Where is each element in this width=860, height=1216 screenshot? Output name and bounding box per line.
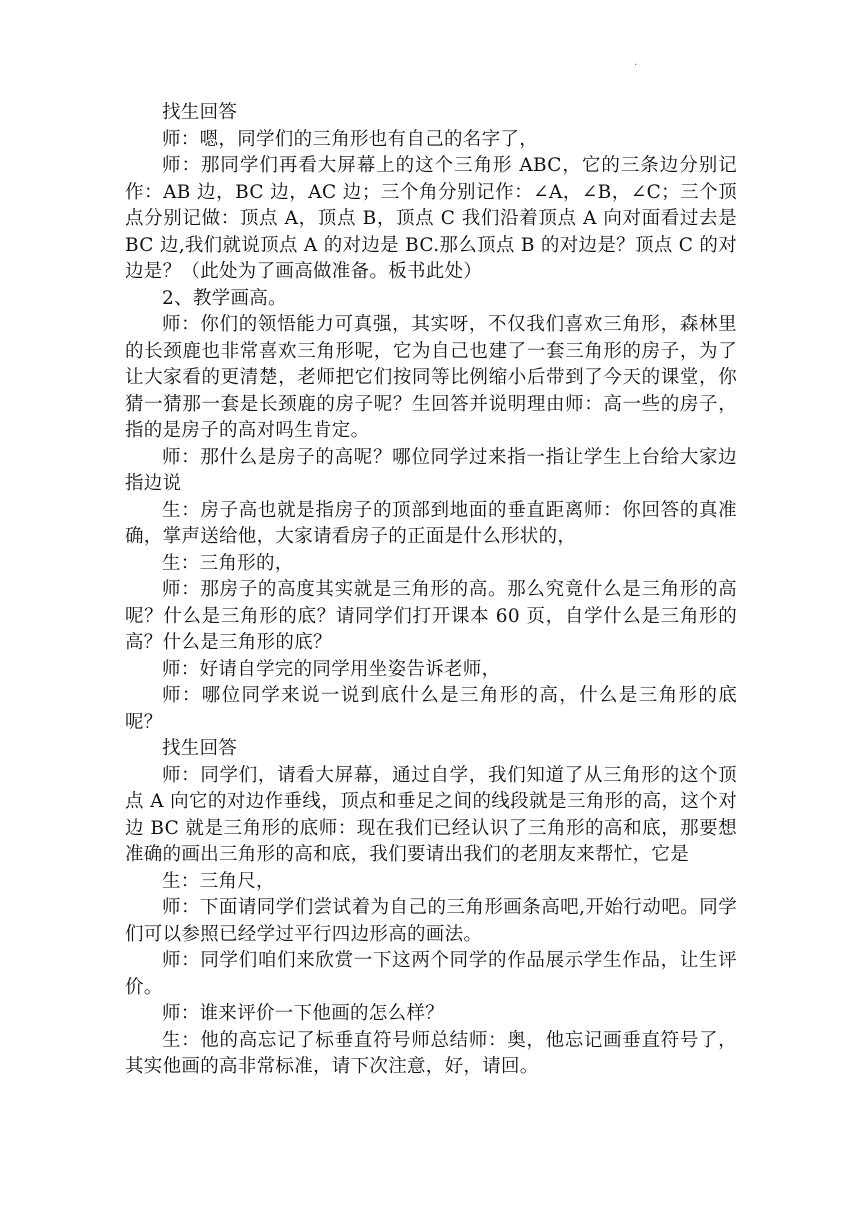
paragraph-sitting-posture: 师：好请自学完的同学用坐姿告诉老师， <box>162 658 501 680</box>
paragraph-giraffe-house: 师：你们的领悟能力可真强，其实呀，不仅我们喜欢三角形，森林里的长颈鹿也非常喜欢三角形呢，它为自己也建了一套三角形的房子，为了让大家看的更清楚，老师把它们按同等比例缩小后带到了今天的课堂，你猜一猜那一套是长颈鹿的房子呢？生回答并说明理由师：高一些的房子，指的是房子的高对吗生肯定。 <box>125 314 737 441</box>
paragraph-student-house-height: 生：房子高也就是指房子的顶部到地面的垂直距离师：你回答的真准确，掌声送给他，大家请看房子的正面是什么形状的， <box>125 499 737 547</box>
paragraph-height-definition: 师：同学们，请看大屏幕，通过自学，我们知道了从三角形的这个顶点 A 向它的对边作垂线，顶点和垂足之间的线段就是三角形的高，这个对边 BC 就是三角形的底师：现在我们已经认识了三角形的高和底，那要想准确的画出三角形的高和底，我们要请出我们的老朋友来帮忙，它是 <box>125 764 737 865</box>
paragraph-find-student-answer-2: 找生回答 <box>162 738 238 759</box>
paragraph-who-explains: 师：哪位同学来说一说到底什么是三角形的高，什么是三角形的底呢？ <box>125 685 737 733</box>
paragraph-find-student-answer: 找生回答 <box>162 102 238 123</box>
document-body <box>125 100 737 1081</box>
paragraph-student-evaluation: 生：他的高忘记了标垂直符号师总结师：奥，他忘记画垂直符号了，其实他画的高非常标准，请下次注意，好，请回。 <box>125 1029 737 1077</box>
paragraph-who-evaluates: 师：谁来评价一下他画的怎么样？ <box>162 1003 445 1024</box>
paragraph-student-triangle: 生：三角形的， <box>162 552 294 574</box>
paragraph-triangle-height-textbook: 师：那房子的高度其实就是三角形的高。那么究竟什么是三角形的高呢？什么是三角形的底？请同学们打开课本 60 页，自学什么是三角形的高？什么是三角形的底？ <box>125 579 737 653</box>
section-heading-teaching-height: 2、教学画高。 <box>162 287 287 309</box>
paragraph-try-draw-height: 师：下面请同学们尝试着为自己的三角形画条高吧,开始行动吧。同学们可以参照已经学过平行四边形高的画法。 <box>125 897 737 945</box>
paragraph-show-works: 师：同学们咱们来欣赏一下这两个同学的作品展示学生作品，让生评价。 <box>125 950 737 998</box>
paragraph-what-is-house-height: 师：那什么是房子的高呢？哪位同学过来指一指让学生上台给大家边指边说 <box>125 446 737 494</box>
paragraph-student-set-square: 生：三角尺， <box>162 870 275 892</box>
page-marker-dot: . <box>634 57 638 68</box>
paragraph-teacher-triangle-abc: 师：那同学们再看大屏幕上的这个三角形 ABC，它的三条边分别记作：AB 边，BC 边，AC 边；三个角分别记作：∠A，∠B，∠C；三个顶点分别记做：顶点 A，顶点 B，顶点 C 我们沿着顶点 A 向对面看过去是 BC 边,我们就说顶点 A 的对边是 BC.那么顶点 B 的对边是？顶点 C 的对边是？（此处为了画高做准备。板书此处） <box>125 155 737 282</box>
paragraph-teacher-triangle-names: 师：嗯，同学们的三角形也有自己的名字了， <box>162 128 539 150</box>
